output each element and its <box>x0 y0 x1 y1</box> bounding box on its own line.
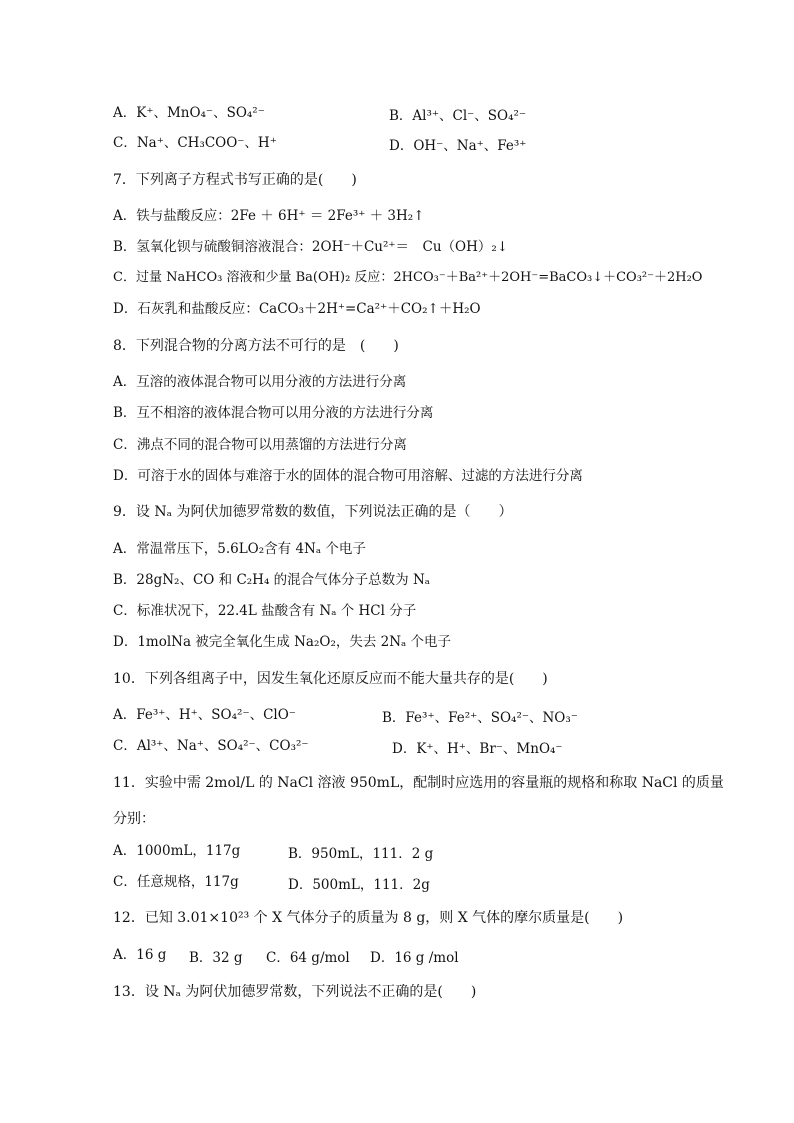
q12-option-b: B．32 g <box>189 950 243 966</box>
q10-option-b: B．Fe³⁺、Fe²⁺、SO₄²⁻、NO₃⁻ <box>382 710 578 726</box>
q7-option-d: D．石灰乳和盐酸反应：CaCO₃＋2H⁺=Ca²⁺＋CO₂↑＋H₂O <box>113 301 481 317</box>
q12-option-c: C．64 g/mol <box>266 950 350 966</box>
q12-option-d: D．16 g /mol <box>370 950 459 966</box>
q8-option-b: B．互不相溶的液体混合物可以用分液的方法进行分离 <box>113 405 434 421</box>
q10-stem: 10．下列各组离子中，因发生氧化还原反应而不能大量共存的是( ) <box>113 671 548 687</box>
q11-option-a: A．1000mL，117g <box>113 843 241 859</box>
q6-option-c: C．Na⁺、CH₃COO⁻、H⁺ <box>113 135 277 151</box>
q8-option-d: D．可溶于水的固体与难溶于水的固体的混合物可用溶解、过滤的方法进行分离 <box>113 468 583 484</box>
q8-option-c: C．沸点不同的混合物可以用蒸馏的方法进行分离 <box>113 437 407 453</box>
q7-stem: 7．下列离子方程式书写正确的是( ) <box>113 172 357 188</box>
q12-option-a: A．16 g <box>113 947 167 963</box>
q9-option-c: C．标准状况下，22.4L 盐酸含有 Nₐ 个 HCl 分子 <box>113 603 417 619</box>
q12-stem: 12．已知 3.01×10²³ 个 X 气体分子的质量为 8 g，则 X 气体的摩尔质量是( ) <box>113 910 624 926</box>
q6-option-a: A．K⁺、MnO₄⁻、SO₄²⁻ <box>113 105 265 121</box>
q9-option-b: B．28gN₂、CO 和 C₂H₄ 的混合气体分子总数为 Nₐ <box>113 572 430 588</box>
q9-option-d: D．1molNa 被完全氧化生成 Na₂O₂，失去 2Nₐ 个电子 <box>113 634 452 650</box>
q11-option-b: B．950mL，111．2 g <box>288 846 434 862</box>
q7-option-c: C．过量 NaHCO₃ 溶液和少量 Ba(OH)₂ 反应：2HCO₃⁻＋Ba²⁺＋2OH⁻=BaCO₃↓＋CO₃²⁻＋2H₂O <box>113 270 703 285</box>
q10-option-c: C．Al³⁺、Na⁺、SO₄²⁻、CO₃²⁻ <box>113 738 309 754</box>
q8-option-a: A．互溶的液体混合物可以用分液的方法进行分离 <box>113 374 407 390</box>
q11-stem-continued: 分别： <box>113 811 155 827</box>
q11-stem: 11．实验中需 2mol/L 的 NaCl 溶液 950mL，配制时应选用的容量瓶的规格和称取 NaCl 的质量 <box>113 775 724 791</box>
q10-option-d: D．K⁺、H⁺、Br⁻、MnO₄⁻ <box>392 741 563 757</box>
q13-stem: 13．设 Nₐ 为阿伏加德罗常数，下列说法不正确的是( ) <box>113 984 477 1000</box>
q10-option-a: A．Fe³⁺、H⁺、SO₄²⁻、ClO⁻ <box>113 707 296 723</box>
q9-option-a: A．常温常压下，5.6LO₂含有 4Nₐ 个电子 <box>113 541 366 557</box>
q6-option-b: B．Al³⁺、Cl⁻、SO₄²⁻ <box>389 108 527 124</box>
q11-option-c: C．任意规格，117g <box>113 874 239 890</box>
q7-option-a: A．铁与盐酸反应：2Fe ＋ 6H⁺ ＝ 2Fe³⁺ ＋ 3H₂↑ <box>113 208 425 224</box>
q11-option-d: D．500mL，111．2g <box>288 877 430 893</box>
q9-stem: 9．设 Nₐ 为阿伏加德罗常数的数值，下列说法正确的是（ ） <box>113 504 513 520</box>
q7-option-b: B．氢氧化钡与硫酸铜溶液混合：2OH⁻＋Cu²⁺＝ Cu（OH）₂↓ <box>113 239 509 255</box>
q8-stem: 8．下列混合物的分离方法不可行的是 ( ) <box>113 338 399 354</box>
q6-option-d: D．OH⁻、Na⁺、Fe³⁺ <box>389 138 527 154</box>
